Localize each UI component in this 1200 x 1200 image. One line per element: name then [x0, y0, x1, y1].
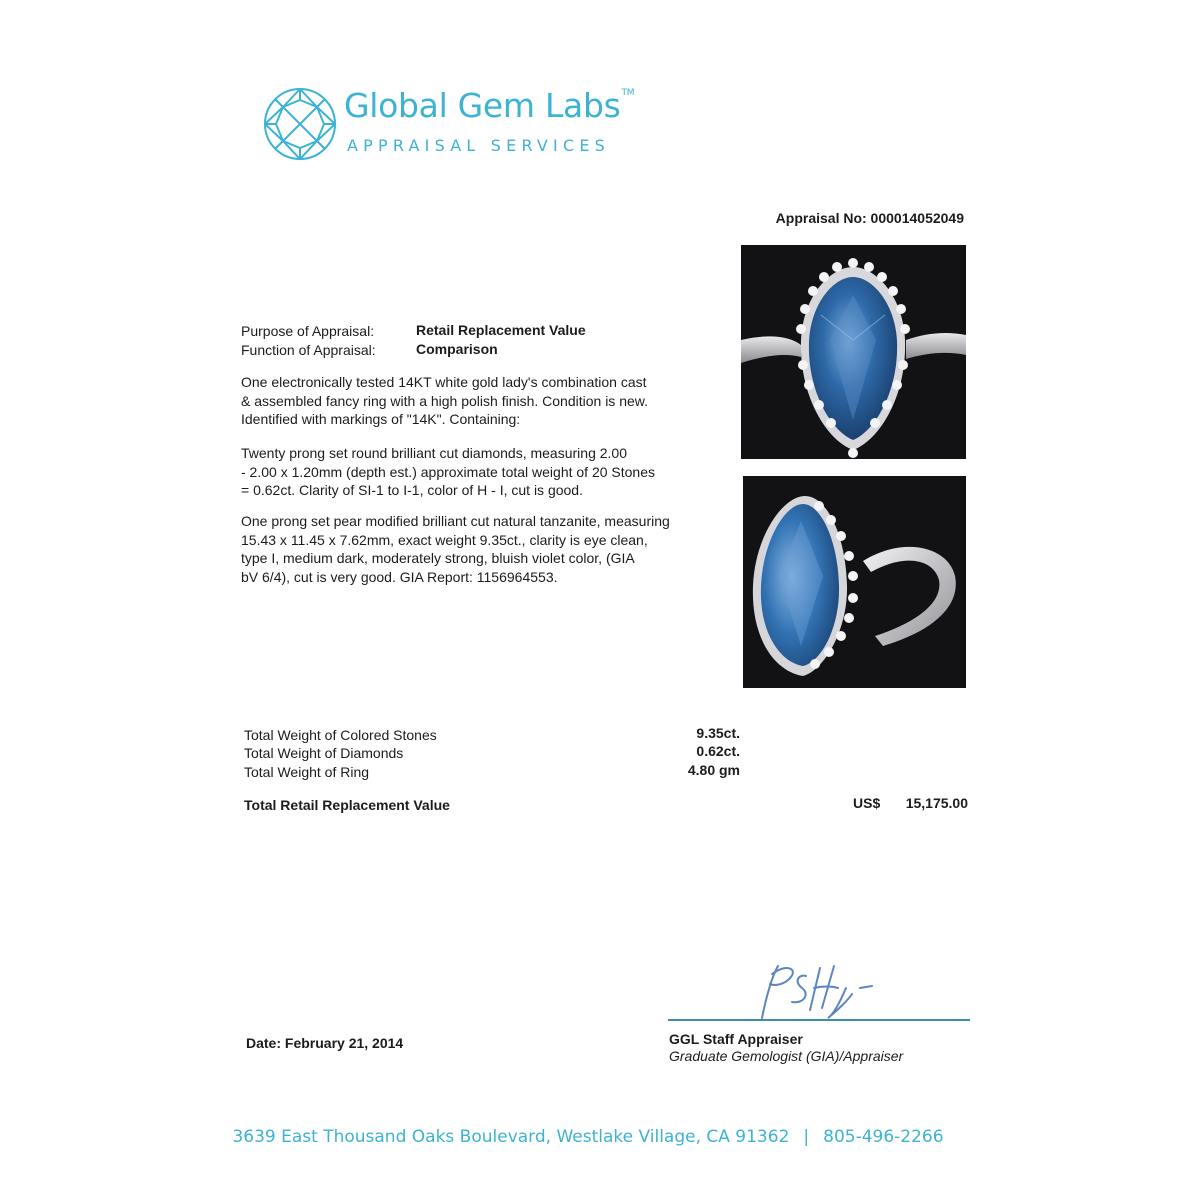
company-name — [344, 86, 634, 125]
trademark-mark: TM — [621, 88, 635, 98]
diamond-logo-icon — [262, 86, 338, 162]
tanzanite-ring-side-icon — [743, 476, 966, 688]
diamonds-value: 0.62ct. — [696, 743, 740, 759]
purpose-value: Retail Replacement Value — [416, 322, 586, 338]
diamond-description: Twenty prong set round brilliant cut diamonds, measuring 2.00 - 2.00 x 1.20mm (depth est.) approximate total weight of 20 Stones = 0.62ct. Clarity of SI-1 to I-1, color of H - I, cut is good. — [241, 445, 655, 498]
company-subtitle: APPRAISAL SERVICES — [347, 136, 610, 155]
tanzanite-ring-front-icon — [741, 245, 966, 459]
retail-value-label: Total Retail Replacement Value — [244, 797, 450, 813]
appraisal-number: Appraisal No: 000014052049 — [775, 210, 964, 226]
ring-description: One electronically tested 14KT white gold lady's combination cast & assembled fancy ring with a high polish finish. Condition is new. Identified with markings of "14K". Containing: — [241, 374, 648, 427]
function-label: Function of Appraisal: — [241, 342, 376, 358]
appraiser-title: Graduate Gemologist (GIA)/Appraiser — [669, 1048, 904, 1064]
colored-stones-label: Total Weight of Colored Stones — [244, 727, 437, 743]
retail-value-amount: 15,175.00 — [905, 795, 968, 811]
appraisal-date: Date: February 21, 2014 — [246, 1035, 404, 1051]
footer-separator: | — [803, 1127, 810, 1147]
currency-label: US$ — [853, 795, 881, 811]
ring-side-photo — [743, 476, 966, 688]
function-value: Comparison — [416, 341, 498, 357]
signature-line — [668, 1019, 970, 1021]
company-name-text: Global Gem Labs — [344, 86, 621, 125]
tanzanite-description: One prong set pear modified brilliant cut natural tanzanite, measuring 15.43 x 11.45 x 7.62mm, exact weight 9.35ct., clarity is eye clean, type I, medium dark, moderately strong, bluish violet color, (GIA bV 6/4), cut is very good. GIA Report: 1156964553. — [241, 513, 670, 585]
diamonds-label: Total Weight of Diamonds — [244, 745, 404, 761]
footer-address: 3639 East Thousand Oaks Boulevard, Westlake Village, CA 91362 — [232, 1127, 790, 1147]
footer-phone: 805-496-2266 — [823, 1127, 944, 1147]
ring-weight-value: 4.80 gm — [687, 762, 740, 778]
purpose-label: Purpose of Appraisal: — [241, 323, 375, 339]
ring-front-photo — [741, 245, 966, 459]
signature-image — [748, 958, 878, 1024]
colored-stones-value: 9.35ct. — [696, 725, 740, 741]
ring-weight-label: Total Weight of Ring — [244, 764, 370, 780]
footer-contact — [0, 1127, 1176, 1147]
appraiser-name: GGL Staff Appraiser — [669, 1031, 803, 1047]
